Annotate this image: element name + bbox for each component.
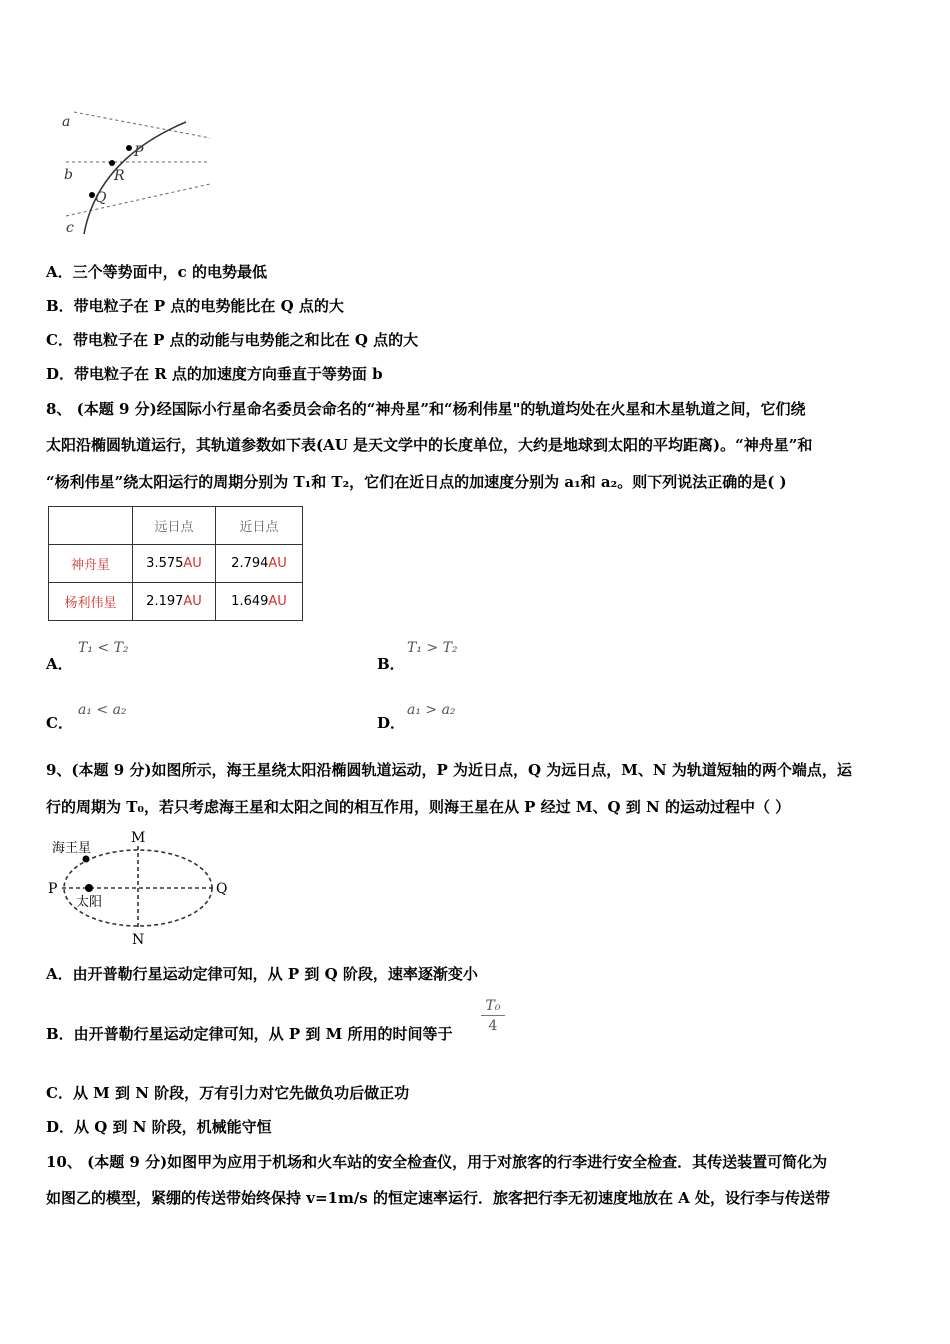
q9-stem-line2: 行的周期为 T₀，若只考虑海王星和太阳之间的相互作用，则海王星在从 P 经过 M、Q 到 N 的运动过程中（ ） <box>46 798 791 816</box>
label-M: M <box>131 830 146 846</box>
label-R: R <box>114 168 125 184</box>
q8-stem-line2: 太阳沿椭圆轨道运行，其轨道参数如下表(AU 是天文学中的长度单位，大约是地球到太阳的平均距离)。“神舟星”和 <box>46 436 813 454</box>
q7-option-c: C．带电粒子在 P 点的动能与电势能之和比在 Q 点的大 <box>46 331 419 349</box>
table-cell-far: 2.197AU <box>133 583 216 621</box>
fraction-denominator: 4 <box>488 1018 498 1034</box>
q9-option-c: C．从 M 到 N 阶段，万有引力对它先做负功后做正功 <box>46 1084 410 1102</box>
q7-option-d: D．带电粒子在 R 点的加速度方向垂直于等势面 b <box>46 365 383 383</box>
q8-option-a-label: A． <box>46 655 73 673</box>
q8-option-d-expr: a₁ > a₂ <box>407 702 456 718</box>
label-P: P <box>48 881 58 897</box>
table-header-perihelion: 近日点 <box>216 507 303 545</box>
label-Q: Q <box>216 881 228 897</box>
q8-stem-line3: “杨利伟星”绕太阳运行的周期分别为 T₁和 T₂，它们在近日点的加速度分别为 a₁和 a₂。则下列说法正确的是( ) <box>46 473 787 491</box>
q8-option-d-label: D． <box>377 714 406 732</box>
label-neptune: 海王星 <box>52 841 92 856</box>
q9-stem-line1: 9、(本题 9 分)如图所示，海王星绕太阳沿椭圆轨道运动，P 为近日点，Q 为远日点，M、N 为轨道短轴的两个端点，运 <box>46 761 852 779</box>
label-P: P <box>134 144 144 160</box>
label-c: c <box>66 220 74 236</box>
table-row <box>49 583 303 621</box>
label-Q: Q <box>95 190 107 206</box>
table-header-empty <box>49 507 133 545</box>
q9-option-d: D．从 Q 到 N 阶段，机械能守恒 <box>46 1118 272 1136</box>
q9-option-b: B．由开普勒行星运动定律可知，从 P 到 M 所用的时间等于 <box>46 1025 453 1043</box>
q8-option-c-label: C． <box>46 714 73 732</box>
equipotential-figure <box>46 104 216 240</box>
q10-stem-line1: 10、 (本题 9 分)如图甲为应用于机场和火车站的安全检查仪，用于对旅客的行李进行安全检查．其传送装置可简化为 <box>46 1153 828 1171</box>
q8-option-b-label: B． <box>377 655 405 673</box>
table-cell-near: 1.649AU <box>216 583 303 621</box>
q7-option-b: B．带电粒子在 P 点的电势能比在 Q 点的大 <box>46 297 344 315</box>
label-b: b <box>64 167 73 183</box>
table-cell-near: 2.794AU <box>216 545 303 583</box>
q9-option-a: A．由开普勒行星运动定律可知，从 P 到 Q 阶段，速率逐渐变小 <box>46 965 478 983</box>
label-N: N <box>132 932 145 948</box>
table-header-aphelion: 远日点 <box>133 507 216 545</box>
fraction-T0-over-4 <box>481 997 505 1036</box>
table-cell-far: 3.575AU <box>133 545 216 583</box>
table-row <box>49 545 303 583</box>
q8-option-b-expr: T₁ > T₂ <box>407 640 458 656</box>
table-cell-name: 杨利伟星 <box>49 583 133 621</box>
q7-option-a: A．三个等势面中，c 的电势最低 <box>46 263 267 281</box>
table-header-row <box>49 507 303 545</box>
orbit-table <box>48 506 303 621</box>
q8-option-c-expr: a₁ < a₂ <box>78 702 127 718</box>
q10-stem-line2: 如图乙的模型，紧绷的传送带始终保持 v=1m/s 的恒定速率运行．旅客把行李无初速度地放在 A 处，设行李与传送带 <box>46 1189 831 1207</box>
label-sun: 太阳 <box>76 895 103 910</box>
fraction-numerator: T₀ <box>481 997 505 1016</box>
q8-option-a-expr: T₁ < T₂ <box>78 640 129 656</box>
orbit-figure <box>46 826 246 950</box>
q8-stem-line1: 8、 (本题 9 分)经国际小行星命名委员会命名的“神舟星”和“杨利伟星"的轨道均处在火星和木星轨道之间，它们绕 <box>46 400 806 418</box>
table-cell-name: 神舟星 <box>49 545 133 583</box>
label-a: a <box>62 114 71 130</box>
